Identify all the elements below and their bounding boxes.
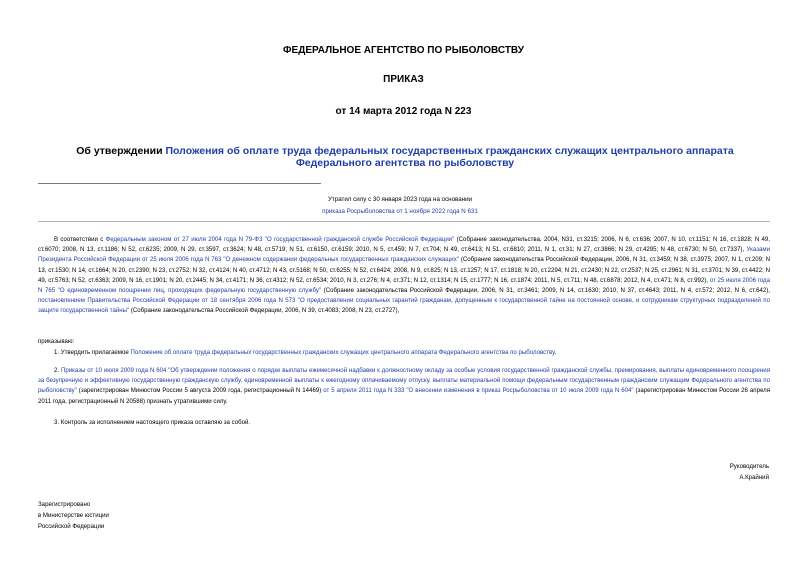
preamble-text-3: (Собрание законодательства Российской Федерации, 2006, N 31, ст.3459; N 38, ст.3975; 2007, N 1, ст.209; N 13, ст.1530; N 14, ст.1664; N 20, ст.2390; N 23, ст.2752; N 32, ст.4124; N 40, ст.4712; N 43, ст.5168; N 50, ст.6255; N 52, ст.6424; 2008, N 9, ст.825; N 13, ст.1257; N 17, ст.1818; N 20, ст.2294; N 21, ст.2430; N 22, ст.2537; N 25, ст.2961; N 31, ст.3701; N 39, ст.4422; N 49, ст.5763; N 52, ст.6363; 2009, N 16, ст.1901; N 20, ст.2445; N 34, ст.4171; N 36, ст.4312; N 52, ст.6534; 2010, N 3, ст.276; N 4, ст.371; N 12, ст.1314; N 15, ст.1777; N 16, ст.1874; 2011, N 5, ст.711; N 48, ст.6878; 2012, N 4, ст.471; N 8, ст.992), <box>38 256 770 284</box>
item-1-text-1: 1. Утвердить прилагаемое <box>54 349 131 356</box>
item-3-paragraph: 3. Контроль за исполнением настоящего приказа оставляю за собой. <box>54 419 251 426</box>
registration-line-2: в Министерстве юстиции <box>38 512 109 519</box>
registration-line-3: Российской Федерации <box>38 523 105 530</box>
preamble-text-2: (Собрание законодательства, 2004, N31, ст.3215; 2006, N 6, ст.636; 2007, N 10, ст.1151; N 16, ст.1828; N 49, ст.6070; 2008, N 13, ст.1186; N 52, ст.6235; 2009, N 29, ст.3597, ст.3624; N 48, ст.5719; N 51, ст.6150, ст.6159; 2010, N 5, ст.459; N 7, ст.704; N 49, ст.6413; N 51, ст.6810; 2011, N 1, ст.31; N 27, ст.3866; N 29, ст.4295; N 48, ст.6730; N 50, ст.7337), <box>38 236 771 254</box>
preamble-text-4: (Собрание законодательства Российской Федерации, 2006, N 31, ст.3461; 2009, N 14, ст.1630; 2010, N 37, ст.4643; 2011, N 4, ст.572; 2012, N 6, ст.642), <box>321 287 770 295</box>
item-2-text-1: 2. <box>54 367 61 374</box>
government-resolution-573-link[interactable]: постановлением Правительства Российской Федерации от 18 сентября 2006 года N 573 "О предоставлении социальных гарантий гражданам, допущенным к государственной тайне на постоянной основе, и сотрудникам структурных подразделений по защите государственной тайны" <box>38 297 770 315</box>
item-2-text-2: (зарегистрирован Минюстом России 5 августа 2009 года, регистрационный N 14469) <box>76 387 324 395</box>
preamble-text-1: В соответствии с <box>54 236 106 243</box>
repeal-order-link[interactable]: приказа Росрыболовства от 1 ноября 2022 года N 631 <box>322 208 478 215</box>
divider-bottom <box>38 221 770 222</box>
federal-law-link[interactable]: Федеральным законом от 27 июля 2004 года N 79-ФЗ "О государственной гражданской службе Российской Федерации" <box>105 236 455 243</box>
item-1-paragraph <box>38 348 770 358</box>
agency-heading: ФЕДЕРАЛЬНОЕ АГЕНТСТВО ПО РЫБОЛОВСТВУ <box>283 45 524 56</box>
president-decree-763-link[interactable]: Указами Президента Российской Федерации от 25 июля 2006 года N 763 "О денежном содержании федеральных государственных гражданских служащих" <box>38 246 770 264</box>
title-prefix: Об утверждении <box>76 145 166 157</box>
preamble-text-5: (Собрание законодательства Российской Федерации, 2006, N 39, ст.4083; 2008, N 23, ст.2727), <box>129 307 400 315</box>
doc-type-heading: ПРИКАЗ <box>383 74 424 85</box>
item-2-paragraph <box>38 366 770 407</box>
order-333-link[interactable]: от 5 апреля 2011 года N 333 "О внесении изменения в приказ Росрыболовства от 10 июля 2009 года N 604" <box>323 387 634 395</box>
status-text: Утратил силу с 30 января 2023 года на основании <box>327 196 473 203</box>
date-number-heading: от 14 марта 2012 года N 223 <box>335 106 472 117</box>
title-link[interactable]: Положения об оплате труда федеральных государственных гражданских служащих центрального аппарата Федерального агентства по рыболовству <box>165 145 734 169</box>
registration-line-1: Зарегистрировано <box>38 501 91 508</box>
signature-name: А.Крайний <box>739 474 769 481</box>
item-2-text-3: (зарегистрирован Минюстом России 26 апреля 2011 года, регистрационный N 20588) признать утратившими силу. <box>38 387 770 405</box>
status-link-line <box>250 207 550 217</box>
divider-top <box>38 183 321 184</box>
document-title <box>60 145 750 169</box>
orders-label: приказываю: <box>38 338 75 345</box>
regulation-link[interactable]: Положение об оплате труда федеральных государственных гражданских служащих центрального аппарата Федерального агентства по рыболовству <box>130 349 555 356</box>
order-604-link[interactable]: Приказы от 10 июля 2009 года N 604 "Об утверждении положения о порядке выплаты ежемесячной надбавки к должностному окладу за особые условия государственной гражданской службы, премирования, выплаты единовременного поощрения за безупречную и эффективную государственную гражданскую службу, единовременной выплаты к ежегодному оплачиваемому отпуску, выплаты материальной помощи федеральным государственным гражданским служащим Федерального агентства по рыболовству" <box>38 367 770 395</box>
signature-position: Руководитель <box>729 463 769 470</box>
preamble-paragraph <box>38 235 770 317</box>
president-decree-765-link[interactable]: от 25 июля 2006 года N 765 "О единовременном поощрении лиц, проходящих федеральную государственную службу" <box>38 276 770 295</box>
item-1-text-2: . <box>554 349 557 356</box>
